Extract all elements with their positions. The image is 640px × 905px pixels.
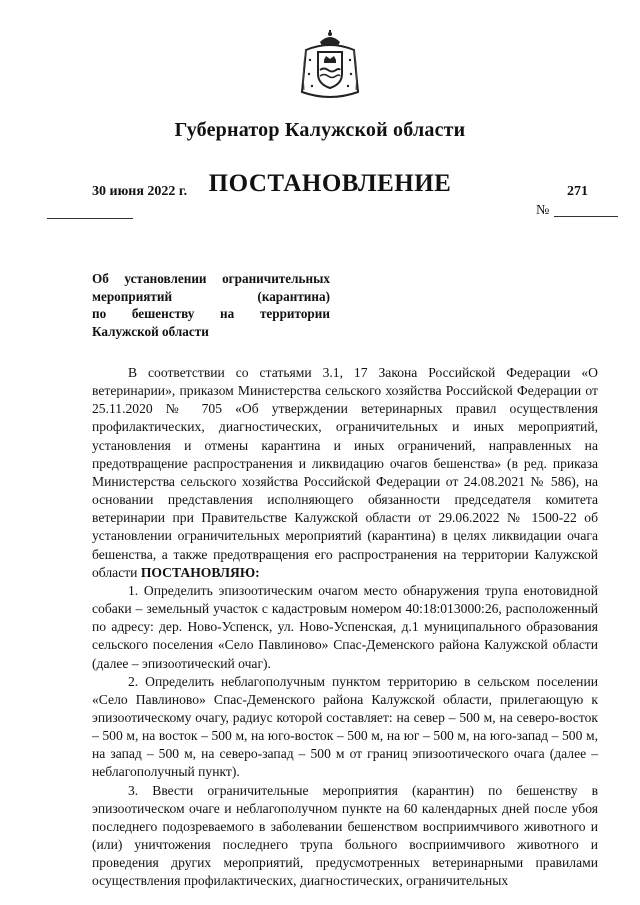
- subject-line: [92, 288, 330, 306]
- subject-word: установлении: [124, 271, 207, 286]
- subject-word: Калужской области: [92, 323, 209, 339]
- date-underline: [47, 218, 133, 219]
- clause-1: 1. Определить эпизоотическим очагом место обнаружения трупа енотовидной собаки – земельный участок с кадастровым номером 40:18:013000:26, расположенный по адресу: дер. Ново-Успенск, ул. Ново-Успенская, д.1 муниципального образования сельского поселения «Село Павлиново» Спас-Деменского района Калужской области (далее – эпизоотический очаг).: [92, 582, 598, 671]
- document-date: 30 июня 2022 г.: [92, 184, 188, 199]
- subject-word: (карантина): [257, 288, 330, 304]
- decree-word: ПОСТАНОВЛЯЮ:: [140, 564, 260, 580]
- subject-word: Об: [92, 271, 109, 286]
- number-underline: [554, 216, 618, 217]
- subject-word: территории: [259, 306, 330, 321]
- subject-word: по: [92, 306, 107, 321]
- preamble-text: В соответствии со статьями 3.1, 17 Закона Российской Федерации «О ветеринарии», приказом Министерства сельского хозяйства Российской Федерации от 25.11.2020 № 705 «Об утверждении ветеринарных правил осуществления профилактических, диагностических, ограничительных и иных мероприятий, установления и отмены карантина и иных ограничений, направленных на предотвращение распространения и ликвидацию очагов бешенства» (в ред. приказа Министерства сельского хозяйства Российской Федерации от 24.08.2021 № 586), на основании представления исполняющего обязанности председателя комитета ветеринарии при Правительстве Калужской области от 29.06.2022 № 1500-22 об установлении ограничительных мероприятий (карантина) в целях ликвидации очага бешенства, а также предотвращения его распространения на территории Калужской области: [92, 365, 598, 580]
- subject-line: [92, 305, 330, 323]
- document-number: 271: [567, 184, 588, 199]
- clause-3: 3. Ввести ограничительные мероприятия (карантин) по бешенству в эпизоотическом очаге и неблагополучном пункте на 60 календарных дней после убоя последнего подозреваемого в заболевании бешенством восприимчивого животного и (или) уничтожения последнего трупа больного восприимчивого животного и проведения других мероприятий, предусмотренных ветеринарными правилами осуществления профилактических, диагностических, ограничительных: [92, 782, 598, 889]
- preamble-paragraph: [92, 364, 598, 582]
- subject-word: ограничительных: [222, 271, 330, 286]
- subject-word: мероприятий: [92, 288, 173, 304]
- subject-line: [92, 270, 330, 288]
- document-type-title: ПОСТАНОВЛЕНИЕ: [208, 170, 452, 197]
- subject-word: на: [220, 306, 235, 321]
- document-subject: [92, 270, 330, 340]
- subject-line: [92, 323, 330, 341]
- issuing-authority: Губернатор Калужской области: [174, 119, 466, 141]
- number-sign-label: №: [536, 203, 550, 218]
- clause-2: 2. Определить неблагополучным пунктом территорию в сельском поселении «Село Павлиново» Спас-Деменского района Калужской области, прилегающую к эпизоотическому очагу, радиус которой составляет: на север – 500 м, на северо-восток – 500 м, на восток – 500 м, на юго-восток – 500 м, на юг – 500 м, на юго-запад – 500 м, на запад – 500 м, на северо-запад – 500 м от границ эпизоотического очага (далее – неблагополучный пункт).: [92, 673, 598, 780]
- subject-word: бешенству: [131, 306, 195, 321]
- document-body: [92, 364, 598, 891]
- coat-of-arms-emblem: [298, 30, 362, 102]
